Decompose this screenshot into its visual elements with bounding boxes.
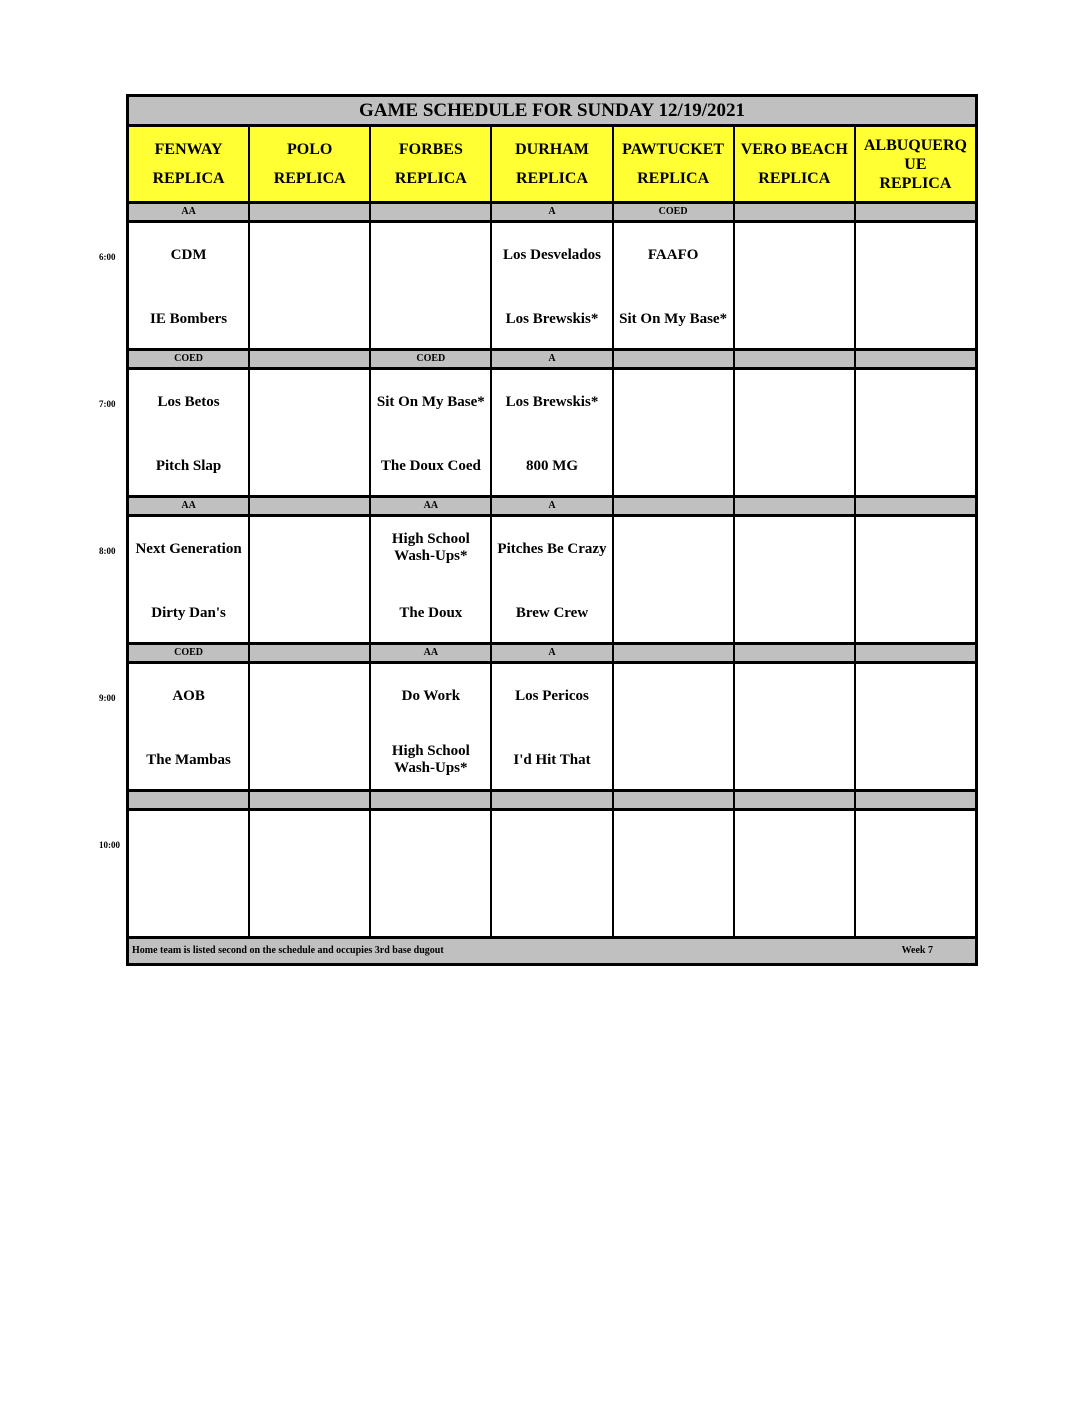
home-team <box>129 307 248 331</box>
away-team <box>856 831 975 855</box>
home-team <box>614 454 733 478</box>
home-team <box>250 895 369 919</box>
team-name: Dirty Dan's <box>151 604 226 621</box>
home-team <box>250 307 369 331</box>
team-name: Brew Crew <box>515 604 589 621</box>
team-name: FAAFO <box>647 246 699 263</box>
home-team <box>856 307 975 331</box>
field-header-albuquerque <box>854 127 975 201</box>
home-team <box>371 307 490 331</box>
game-cell <box>369 664 490 789</box>
home-team <box>492 454 611 478</box>
home-team <box>250 454 369 478</box>
home-team <box>371 741 490 779</box>
division-row <box>129 351 975 370</box>
division-label: AA <box>129 498 248 514</box>
game-cell <box>129 811 248 936</box>
away-team <box>371 529 490 567</box>
field-sub: REPLICA <box>394 170 467 187</box>
game-cell <box>129 223 248 348</box>
home-team <box>614 307 733 331</box>
away-team <box>129 831 248 855</box>
game-slot-row <box>129 223 975 351</box>
footer-note: Home team is listed second on the schedule and occupies 3rd base dugout <box>132 945 444 956</box>
away-team <box>735 243 854 267</box>
field-sub: REPLICA <box>758 170 831 187</box>
field-sub: REPLICA <box>152 170 225 187</box>
game-slot-row <box>129 811 975 939</box>
division-label <box>612 792 733 808</box>
time-label: 9:00 <box>99 693 116 703</box>
game-cell <box>369 223 490 348</box>
game-cell <box>854 223 975 348</box>
time-label: 7:00 <box>99 399 116 409</box>
away-team <box>856 243 975 267</box>
division-label <box>369 792 490 808</box>
division-row <box>129 498 975 517</box>
division-label: AA <box>129 204 248 220</box>
away-team <box>735 831 854 855</box>
away-team <box>250 831 369 855</box>
field-header-polo <box>248 127 369 201</box>
division-label <box>854 351 975 367</box>
field-name: ALBUQUERQUE <box>863 136 967 173</box>
game-slot-row <box>129 664 975 792</box>
team-name: Next Generation <box>135 540 242 557</box>
team-name: Los Pericos <box>515 687 589 704</box>
home-team <box>129 895 248 919</box>
team-name: Pitch Slap <box>155 457 222 474</box>
game-cell <box>733 370 854 495</box>
field-header-row <box>129 127 975 204</box>
division-label <box>369 204 490 220</box>
away-team <box>856 537 975 561</box>
home-team <box>735 748 854 772</box>
game-cell <box>733 223 854 348</box>
home-team <box>371 601 490 625</box>
division-label: COED <box>369 351 490 367</box>
footer-bar <box>129 939 975 963</box>
team-name: Los Betos <box>157 393 220 410</box>
division-label <box>248 792 369 808</box>
field-name: FENWAY <box>154 141 223 158</box>
away-team <box>492 831 611 855</box>
home-team <box>856 895 975 919</box>
game-cell <box>490 223 611 348</box>
team-name: I'd Hit That <box>513 751 591 768</box>
away-team <box>129 390 248 414</box>
home-team <box>492 601 611 625</box>
time-label: 10:00 <box>99 840 120 850</box>
division-label <box>733 645 854 661</box>
team-name-line: High School <box>391 743 470 759</box>
team-name: The Mambas <box>146 751 231 768</box>
team-name: IE Bombers <box>150 310 228 327</box>
game-cell <box>854 664 975 789</box>
division-row <box>129 645 975 664</box>
game-cell <box>248 517 369 642</box>
field-header-vero-beach <box>733 127 854 201</box>
time-label: 6:00 <box>99 252 116 262</box>
game-cell <box>490 811 611 936</box>
away-team <box>371 684 490 708</box>
division-label: AA <box>369 645 490 661</box>
division-label <box>612 645 733 661</box>
away-team <box>735 390 854 414</box>
home-team <box>856 454 975 478</box>
home-team <box>735 307 854 331</box>
team-name: 800 MG <box>525 457 579 474</box>
field-header-pawtucket <box>612 127 733 201</box>
division-label <box>612 498 733 514</box>
team-name: Los Desvelados <box>503 246 601 263</box>
game-cell <box>733 517 854 642</box>
team-name-line: Wash-Ups* <box>394 548 468 564</box>
division-label: A <box>490 498 611 514</box>
division-label: COED <box>129 351 248 367</box>
game-cell <box>248 223 369 348</box>
game-cell <box>612 664 733 789</box>
away-team <box>250 684 369 708</box>
division-label <box>733 351 854 367</box>
away-team <box>856 390 975 414</box>
home-team <box>250 748 369 772</box>
field-header-forbes <box>369 127 490 201</box>
division-label <box>854 498 975 514</box>
home-team <box>492 895 611 919</box>
team-name: The Doux Coed <box>380 457 481 474</box>
field-name: FORBES <box>398 141 463 158</box>
team-name: Pitches Be Crazy <box>497 540 607 557</box>
team-name: Sit On My Base* <box>619 310 728 327</box>
game-slot-row <box>129 370 975 498</box>
home-team <box>250 601 369 625</box>
away-team <box>614 684 733 708</box>
team-name: Do Work <box>401 687 461 704</box>
home-team <box>735 895 854 919</box>
game-cell <box>612 811 733 936</box>
game-cell <box>854 811 975 936</box>
division-row <box>129 792 975 811</box>
field-sub: REPLICA <box>515 170 588 187</box>
division-label <box>854 204 975 220</box>
division-label <box>248 351 369 367</box>
away-team <box>735 537 854 561</box>
division-label: A <box>490 645 611 661</box>
field-header-durham <box>490 127 611 201</box>
team-name: CDM <box>170 246 207 263</box>
game-cell <box>248 811 369 936</box>
away-team <box>492 684 611 708</box>
home-team <box>129 454 248 478</box>
team-name-line: High School <box>391 531 470 547</box>
home-team <box>856 748 975 772</box>
game-slot-row <box>129 517 975 645</box>
week-label: Week 7 <box>901 945 933 956</box>
team-name-line: Wash-Ups* <box>394 760 468 776</box>
division-label <box>129 792 248 808</box>
field-sub: REPLICA <box>637 170 710 187</box>
game-cell <box>248 370 369 495</box>
field-header-fenway <box>129 127 248 201</box>
division-row <box>129 204 975 223</box>
game-cell <box>369 517 490 642</box>
game-cell <box>612 517 733 642</box>
division-label <box>612 351 733 367</box>
home-team <box>735 601 854 625</box>
away-team <box>371 243 490 267</box>
division-label <box>733 498 854 514</box>
division-label <box>490 792 611 808</box>
game-cell <box>612 223 733 348</box>
home-team <box>614 895 733 919</box>
away-team <box>492 390 611 414</box>
home-team <box>614 601 733 625</box>
division-label <box>248 204 369 220</box>
team-name: The Doux <box>399 604 463 621</box>
division-label <box>248 498 369 514</box>
away-team <box>614 831 733 855</box>
division-label: COED <box>612 204 733 220</box>
away-team <box>492 537 611 561</box>
away-team <box>129 243 248 267</box>
team-name: Los Brewskis* <box>505 310 599 327</box>
field-name: POLO <box>287 141 333 158</box>
home-team <box>735 454 854 478</box>
schedule-title: GAME SCHEDULE FOR SUNDAY 12/19/2021 <box>129 97 975 127</box>
team-name: Los Brewskis* <box>505 393 599 410</box>
division-label <box>733 792 854 808</box>
field-name: VERO BEACH <box>740 141 848 158</box>
division-label <box>854 792 975 808</box>
game-cell <box>490 664 611 789</box>
away-team <box>250 243 369 267</box>
division-label <box>733 204 854 220</box>
game-cell <box>612 370 733 495</box>
game-cell <box>129 664 248 789</box>
home-team <box>129 748 248 772</box>
field-sub: REPLICA <box>879 174 952 192</box>
game-cell <box>369 811 490 936</box>
field-sub: REPLICA <box>273 170 346 187</box>
time-label: 8:00 <box>99 546 116 556</box>
away-team <box>614 537 733 561</box>
away-team <box>492 243 611 267</box>
home-team <box>129 601 248 625</box>
team-name: AOB <box>172 687 205 704</box>
division-label <box>248 645 369 661</box>
game-cell <box>129 517 248 642</box>
field-name: PAWTUCKET <box>622 141 725 158</box>
field-name: DURHAM <box>515 141 589 158</box>
home-team <box>492 307 611 331</box>
home-team <box>614 748 733 772</box>
away-team <box>614 390 733 414</box>
division-label: COED <box>129 645 248 661</box>
away-team <box>250 390 369 414</box>
home-team <box>856 601 975 625</box>
game-cell <box>129 370 248 495</box>
game-cell <box>490 517 611 642</box>
away-team <box>735 684 854 708</box>
division-label <box>854 645 975 661</box>
home-team <box>492 748 611 772</box>
division-label: A <box>490 204 611 220</box>
game-cell <box>733 811 854 936</box>
away-team <box>371 390 490 414</box>
game-cell <box>733 664 854 789</box>
away-team <box>371 831 490 855</box>
schedule-table <box>126 94 978 966</box>
time-slots <box>129 204 975 939</box>
game-cell <box>369 370 490 495</box>
away-team <box>129 684 248 708</box>
away-team <box>129 537 248 561</box>
game-cell <box>854 517 975 642</box>
team-name: Sit On My Base* <box>376 393 485 410</box>
home-team <box>371 895 490 919</box>
away-team <box>614 243 733 267</box>
away-team <box>856 684 975 708</box>
game-cell <box>854 370 975 495</box>
game-cell <box>248 664 369 789</box>
game-cell <box>490 370 611 495</box>
home-team <box>371 454 490 478</box>
away-team <box>250 537 369 561</box>
division-label: A <box>490 351 611 367</box>
division-label: AA <box>369 498 490 514</box>
